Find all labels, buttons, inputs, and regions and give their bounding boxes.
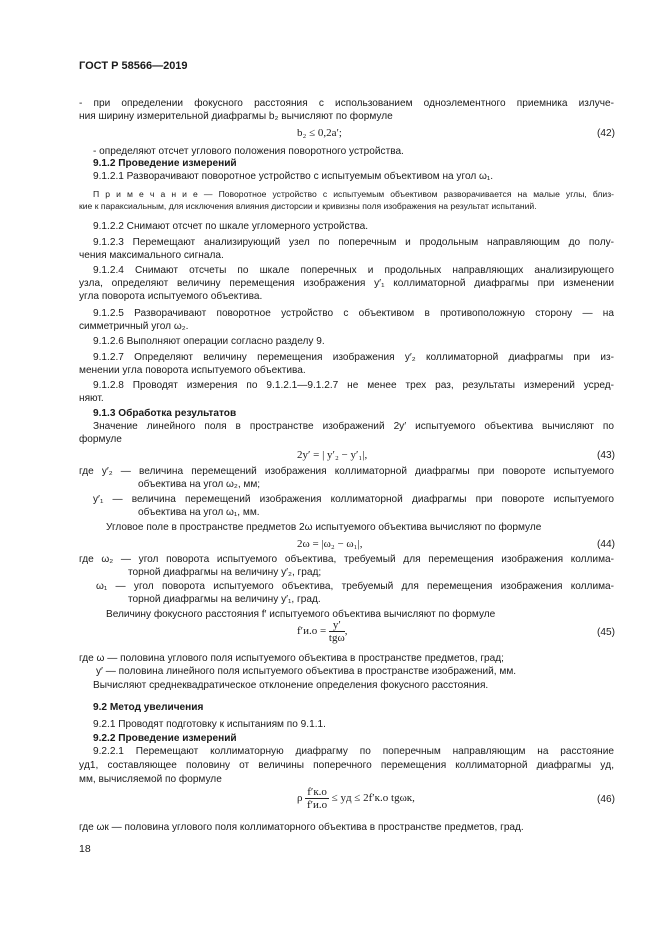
section-heading: 9.2 Метод увеличения	[93, 702, 204, 713]
equation-number: (42)	[597, 128, 615, 139]
equation-pre: ρ	[297, 792, 303, 805]
note-line: кие к параксиальным, для исключения влияния дисторсии и кривизны поля изображения на результат испытаний.	[79, 201, 537, 211]
text-line: - при определении фокусного расстояния с использованием одноэлементного приемника излуче-	[79, 98, 614, 109]
text-line: Вычисляют среднеквадратическое отклонение определения фокусного расстояния.	[93, 680, 489, 691]
text-line: 9.1.2.3 Перемещают анализирующий узел по поперечным и продольным направляющим до полу-	[93, 237, 614, 248]
section-heading: 9.2.2 Проведение измерений	[93, 733, 237, 744]
text-line: ω₁ — угол поворота испытуемого объектива, требуемый для перемещения изображения коллима-	[96, 581, 614, 592]
equation-lhs: f′и.о =	[297, 625, 327, 638]
text-line: мм, вычисляемой по формуле	[79, 774, 222, 785]
text-line: 9.1.2.6 Выполняют операции согласно разделу 9.	[93, 336, 325, 347]
text-line: чения максимального сигнала.	[79, 250, 224, 261]
text-line: 9.1.2.1 Разворачивают поворотное устройство с испытуемым объективом на угол ω₁.	[93, 171, 494, 182]
text-line: торной диафрагмы на величину y′₁, град.	[128, 594, 321, 605]
text-line: узла, определяют величину перемещения изображения y′₁ коллиматорной диафрагмы при изменении	[79, 278, 614, 289]
text-line: ния ширину измерительной диафрагмы b₂ вычисляют по формуле	[79, 111, 393, 122]
text-line: y′₁ — величина перемещений изображения коллиматорной диафрагмы при повороте испытуемого	[93, 494, 614, 505]
text-line: 9.2.2.1 Перемещают коллиматорную диафрагму по поперечным направляющим на расстояние	[93, 746, 614, 757]
fraction-denominator: f′и.о	[306, 799, 328, 811]
text-line: - определяют отсчет углового положения поворотного устройства.	[93, 146, 404, 157]
note-line: П р и м е ч а н и е — Поворотное устройство с испытуемым объективом разворачивается на малые углы, близ-	[93, 189, 614, 199]
equation-42: b₂ ≤ 0,2a′;	[297, 127, 342, 139]
text-line: менении угла поворота испытуемого объектива.	[79, 365, 306, 376]
section-heading: 9.1.3 Обработка результатов	[93, 408, 237, 419]
fraction	[329, 619, 345, 644]
equation-43: 2y′ = | y′₂ − y′₁|,	[297, 449, 368, 461]
equation-46	[297, 786, 415, 811]
text-line: няют.	[79, 393, 104, 404]
text-line: 9.1.2.8 Проводят измерения по 9.1.2.1—9.1.2.7 не менее трех раз, результаты измерений усред-	[93, 380, 614, 391]
equation-number: (45)	[597, 627, 615, 638]
text-line: 9.1.2.5 Разворачивают поворотное устройство с объективом в противоположную сторону — на	[93, 308, 614, 319]
text-line: объектива на угол ω₂, мм;	[138, 479, 261, 490]
equation-tail: ≤ yд ≤ 2f′к.о tgωк,	[331, 792, 415, 805]
text-line: объектива на угол ω₁, мм.	[138, 507, 260, 518]
equation-number: (46)	[597, 794, 615, 805]
equation-number: (43)	[597, 450, 615, 461]
text-line: y′ — половина линейного поля испытуемого объектива в пространстве изображений, мм.	[96, 666, 517, 677]
equation-45	[297, 619, 347, 644]
text-line: симметричный угол ω₂.	[79, 321, 189, 332]
text-line: где ω₂ — угол поворота испытуемого объектива, требуемый для перемещения изображения коллима-	[79, 554, 614, 565]
text-line: где ω — половина углового поля испытуемого объектива в пространстве предметов, град;	[79, 653, 504, 664]
text-line: Величину фокусного расстояния f′ испытуемого объектива вычисляют по формуле	[106, 609, 496, 620]
text-line: 9.1.2.4 Снимают отсчеты по шкале поперечных и продольных направляющих анализирующего	[93, 265, 614, 276]
section-heading: 9.1.2 Проведение измерений	[93, 158, 237, 169]
equation-44: 2ω = |ω₂ − ω₁|,	[297, 538, 363, 550]
text-line: формуле	[79, 434, 122, 445]
fraction-denominator: tgω	[328, 632, 345, 644]
equation-tail: ,	[344, 625, 348, 638]
text-line: 9.1.2.2 Снимают отсчет по шкале угломерного устройства.	[93, 221, 369, 232]
text-line: Значение линейного поля в пространстве изображений 2y′ испытуемого объектива вычисляют по	[93, 421, 614, 432]
text-line: где ωк — половина углового поля коллиматорного объектива в пространстве предметов, град.	[79, 822, 524, 833]
equation-number: (44)	[597, 539, 615, 550]
text-line: угла поворота испытуемого объектива.	[79, 291, 263, 302]
fraction-numerator: f′к.о	[307, 786, 327, 798]
text-line: yд1, составляющее половину от величины поперечного перемещения коллиматорной диафрагмы yд,	[79, 760, 614, 771]
text-line: 9.1.2.7 Определяют величину перемещения изображения y′₂ коллиматорной диафрагмы при из-	[93, 352, 614, 363]
text-line: 9.2.1 Проводят подготовку к испытаниям по 9.1.1.	[93, 719, 326, 730]
document-header: ГОСТ Р 58566—2019	[79, 60, 188, 72]
fraction	[305, 786, 329, 811]
text-line: торной диафрагмы на величину y′₂, град;	[128, 567, 322, 578]
text-line: где y′₂ — величина перемещений изображения коллиматорной диафрагмы при повороте испытуемого	[79, 466, 614, 477]
text-line: Угловое поле в пространстве предметов 2ω испытуемого объектива вычисляют по формуле	[106, 522, 542, 533]
page-number: 18	[79, 843, 91, 855]
fraction-numerator: y′	[329, 619, 345, 632]
